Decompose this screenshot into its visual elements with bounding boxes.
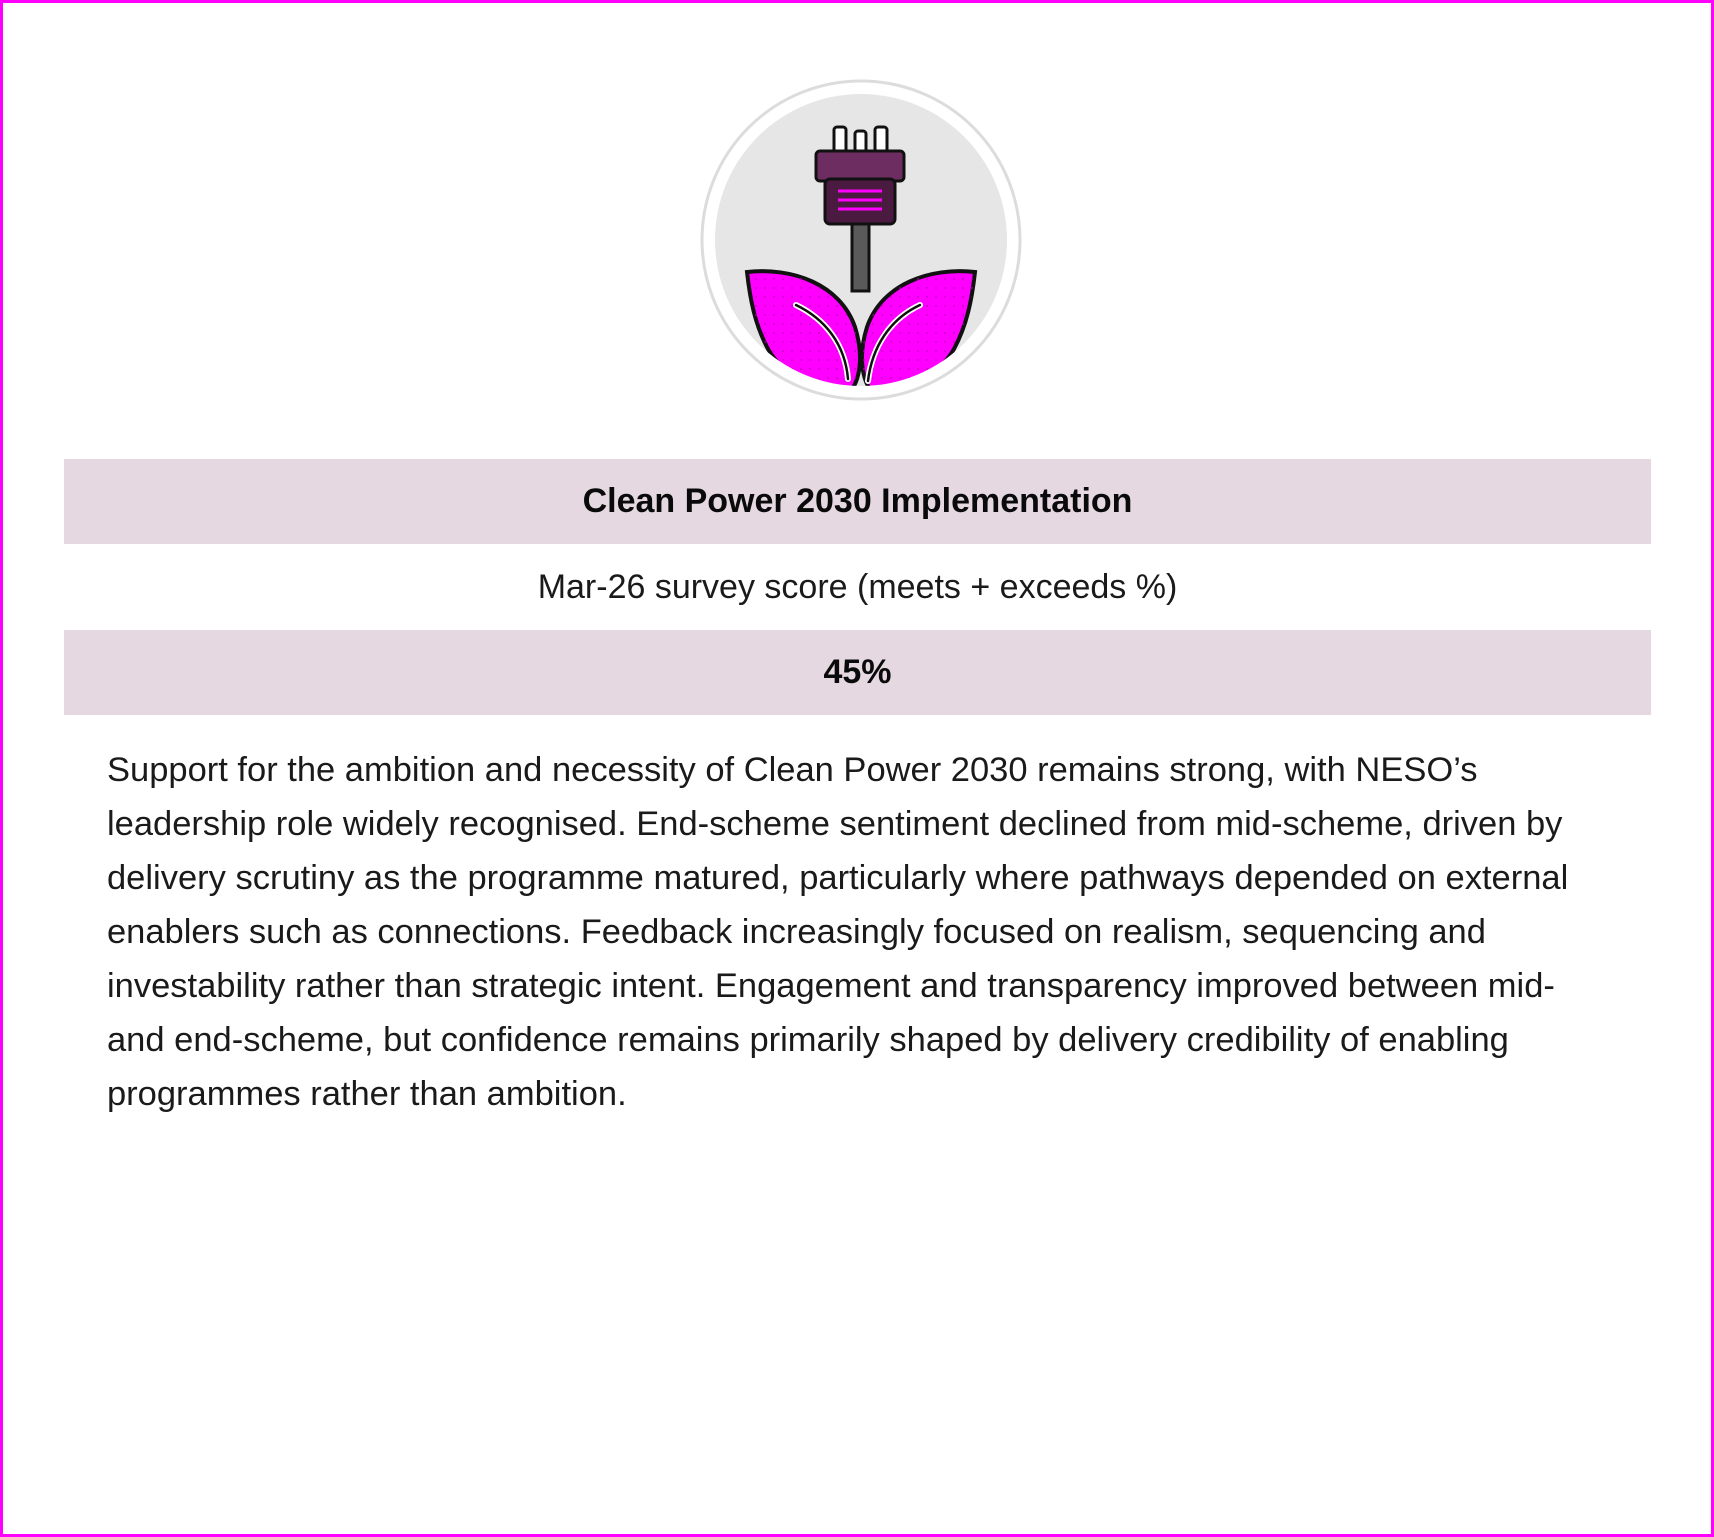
score-label: Mar-26 survey score (meets + exceeds %) <box>537 567 1178 606</box>
card-title: Clean Power 2030 Implementation <box>64 459 1651 544</box>
plug-with-leaves-icon <box>700 79 1022 401</box>
score-value: 45% <box>64 630 1651 715</box>
summary-text: Support for the ambition and necessity of Clean Power 2030 remains strong, with NESO’s leadership role widely recognised. End-scheme sentiment declined from mid-scheme, driven by delivery scrutiny as the programme matured, particularly where pathways depended on external enablers such as connections. Feedback increasingly focused on realism, sequencing and investability rather than strategic intent. Engagement and transparency improved between mid- and end-scheme, but confidence remains primarily shaped by delivery credibility of enabling programmes rather than ambition. <box>107 751 1569 1113</box>
